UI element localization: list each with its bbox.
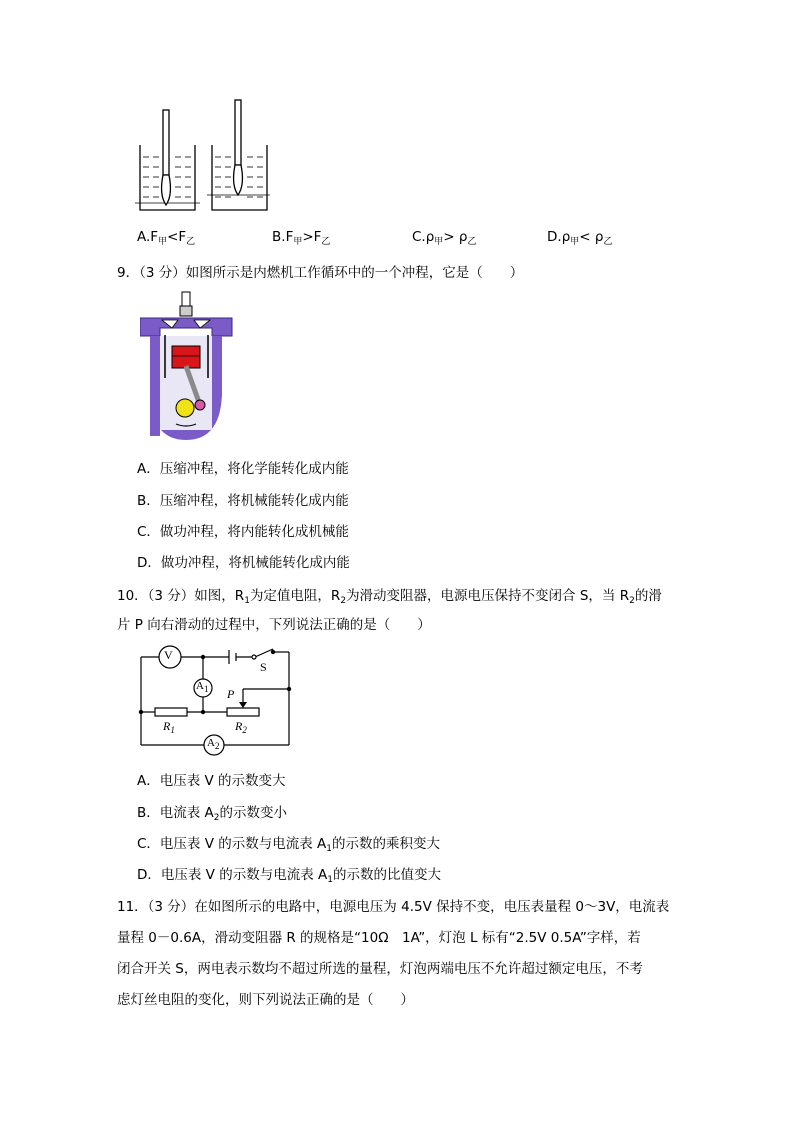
q10-stem-line2: 片 P 向右滑动的过程中，下列说法正确的是（ ） bbox=[117, 617, 431, 633]
engine-figure bbox=[140, 290, 250, 440]
voltmeter-label: V bbox=[164, 648, 173, 662]
q8-option-c[interactable]: $C.\rho_甲> \rho_乙$ bbox=[412, 229, 477, 247]
q8-option-d[interactable]: $D.\rho_甲< \rho_乙$ bbox=[547, 229, 613, 247]
circuit-diagram bbox=[135, 640, 300, 760]
switch-label: S bbox=[260, 660, 267, 674]
beakers-figure bbox=[135, 95, 270, 215]
beaker-jia bbox=[135, 110, 200, 210]
beaker-yi bbox=[207, 100, 270, 210]
q9-choice-b[interactable]: B．压缩冲程，将机械能转化成内能 bbox=[137, 493, 349, 509]
q9-choice-d[interactable]: D．做功冲程，将机械能转化成内能 bbox=[137, 555, 350, 571]
q9-stem: 9．（3 分）如图所示是内燃机工作循环中的一个冲程，它是（ ） bbox=[117, 265, 524, 281]
q9-choice-c[interactable]: C．做功冲程，将内能转化成机械能 bbox=[137, 524, 349, 540]
r1-label: $R_1$ bbox=[163, 719, 175, 735]
q8-options bbox=[0, 229, 794, 249]
q10-choice-b[interactable]: B．电流表 $A_2$的示数变小 bbox=[137, 805, 288, 823]
ammeter-a2-label: $A_2$ bbox=[207, 737, 220, 751]
q10-choice-a[interactable]: A．电压表 V 的示数变大 bbox=[137, 773, 286, 789]
q11-stem-line4: 虑灯丝电阻的变化，则下列说法正确的是（ ） bbox=[117, 992, 414, 1008]
q8-option-a[interactable]: $A.F_甲<F_乙$ bbox=[137, 229, 196, 247]
q11-stem-line2: 量程 0－0.6A，滑动变阻器 R 的规格是“10Ω 1A”，灯泡 L 标有“2.5V 0.5A”字样，若 bbox=[117, 930, 641, 946]
q10-stem-line1: 10．（3 分）如图，$R_1$为定值电阻，$R_2$为滑动变阻器，电源电压保持不变闭合 S，当 $R_2$的滑 bbox=[117, 588, 662, 606]
q11-stem-line3: 闭合开关 S，两电表示数均不超过所选的量程，灯泡两端电压不允许超过额定电压，不考 bbox=[117, 961, 643, 977]
slider-label: P bbox=[227, 687, 235, 701]
q9-choice-a[interactable]: A．压缩冲程，将化学能转化成内能 bbox=[137, 461, 349, 477]
q11-stem-line1: 11．（3 分）在如图所示的电路中，电源电压为 4.5V 保持不变，电压表量程 0～3V，电流表 bbox=[117, 899, 670, 915]
q10-choice-d[interactable]: D．电压表 V 的示数与电流表 $A_1$的示数的比值变大 bbox=[137, 867, 441, 885]
q10-choice-c[interactable]: C．电压表 V 的示数与电流表 $A_1$的示数的乘积变大 bbox=[137, 836, 441, 854]
ammeter-a1-label: $A_1$ bbox=[196, 680, 209, 694]
q8-option-b[interactable]: $B.F_甲>F_乙$ bbox=[272, 229, 331, 247]
r2-label: $R_2$ bbox=[235, 719, 247, 735]
